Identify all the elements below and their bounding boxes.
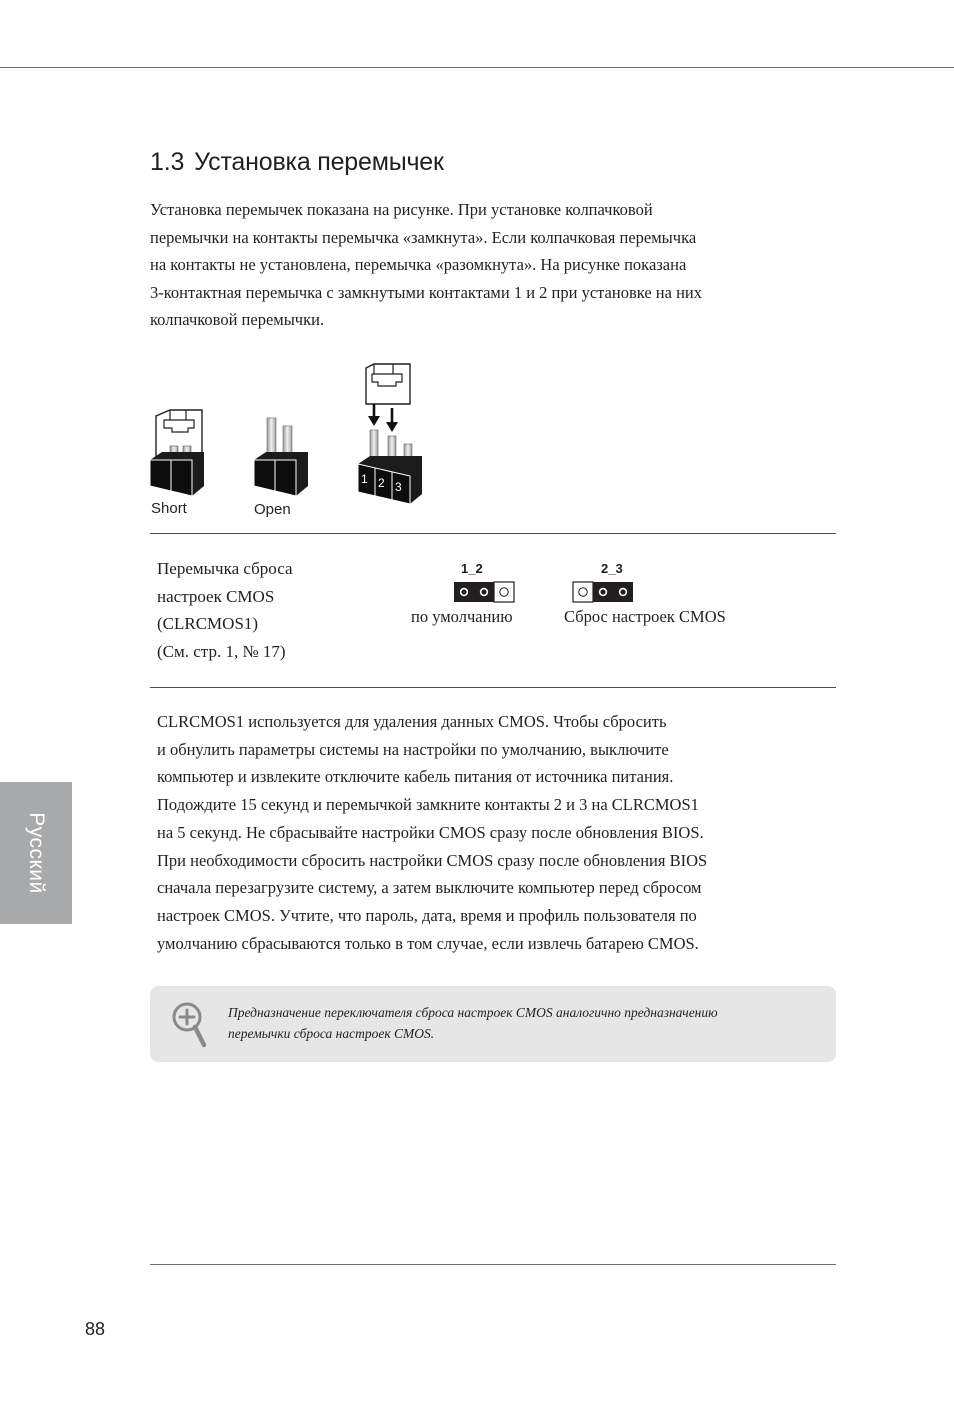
table-bottom-rule bbox=[150, 687, 836, 688]
jumper-name-line: настроек CMOS bbox=[157, 586, 275, 606]
pins-1-2-closed-icon bbox=[453, 581, 515, 603]
jumper-illustration bbox=[148, 360, 448, 525]
intro-paragraph bbox=[150, 196, 790, 334]
language-side-tab bbox=[0, 782, 72, 924]
section-title-text: Установка перемычек bbox=[194, 148, 444, 176]
table-top-rule bbox=[150, 533, 836, 534]
body-line: При необходимости сбросить настройки CMOS сразу после обновления BIOS bbox=[157, 850, 708, 870]
body-line: CLRCMOS1 используется для удаления данных CMOS. Чтобы сбросить bbox=[157, 712, 667, 731]
pins-label: 2_3 bbox=[601, 561, 623, 576]
body-line: и обнулить параметры системы на настройки по умолчанию, выключите bbox=[157, 739, 669, 759]
body-line: настроек CMOS. Учтите, что пароль, дата, время и профиль пользователя по bbox=[157, 905, 697, 925]
setting-caption: Сброс настроек CMOS bbox=[564, 607, 726, 626]
intro-line: Установка перемычек показана на рисунке. При установке колпачковой bbox=[150, 200, 653, 219]
top-rule bbox=[0, 67, 954, 68]
body-paragraph bbox=[157, 708, 797, 957]
jumper-diagram bbox=[148, 360, 448, 525]
section-title bbox=[150, 148, 444, 177]
intro-line: на контакты не установлена, перемычка «разомкнута». На рисунке показана bbox=[150, 255, 687, 275]
language-tab-label: Русский bbox=[25, 812, 48, 894]
pins-label: 1_2 bbox=[461, 561, 483, 576]
section-number: 1.3 bbox=[150, 148, 185, 176]
page-number: 88 bbox=[85, 1319, 106, 1339]
pins-2-3-closed-icon bbox=[572, 581, 634, 603]
open-label: Open bbox=[254, 501, 291, 518]
body-line: сначала перезагрузите систему, а затем выключите компьютер перед сбросом bbox=[157, 878, 702, 898]
intro-line: колпачковой перемычки. bbox=[150, 310, 325, 330]
body-line: умолчанию сбрасываются только в том случае, если извлечь батарею CMOS. bbox=[157, 933, 699, 953]
short-label: Short bbox=[151, 500, 187, 517]
body-line: Подождите 15 секунд и перемычкой замкните контакты 2 и 3 на CLRCMOS1 bbox=[157, 795, 699, 815]
short-jumper bbox=[150, 410, 204, 496]
pin-number: 1 bbox=[361, 472, 368, 486]
jumper-name-line: (См. стр. 1, № 17) bbox=[157, 641, 286, 661]
bottom-rule bbox=[150, 1264, 836, 1265]
body-line: компьютер и извлеките отключите кабель питания от источника питания. bbox=[157, 767, 674, 787]
pin-number: 3 bbox=[395, 480, 402, 494]
jumper-name-line: Перемычка сброса bbox=[157, 559, 293, 578]
intro-line: перемычки на контакты перемычка «замкнута». Если колпачковая перемычка bbox=[150, 227, 697, 247]
setting-caption: по умолчанию bbox=[411, 607, 513, 626]
pin-number: 2 bbox=[378, 476, 385, 490]
open-jumper bbox=[254, 418, 308, 496]
three-pin-jumper bbox=[358, 364, 422, 504]
body-line: на 5 секунд. Не сбрасывайте настройки CMOS сразу после обновления BIOS. bbox=[157, 822, 704, 842]
note-line: перемычки сброса настроек CMOS. bbox=[228, 1026, 435, 1041]
intro-line: 3-контактная перемычка с замкнутыми контактами 1 и 2 при установке на них bbox=[150, 282, 702, 302]
note-line: Предназначение переключателя сброса настроек CMOS аналогично предназначению bbox=[228, 1005, 718, 1020]
jumper-name-line: (CLRCMOS1) bbox=[157, 614, 259, 634]
jumper-name bbox=[157, 555, 397, 665]
magnifier-plus-icon bbox=[170, 1000, 210, 1050]
note-box bbox=[150, 986, 836, 1062]
note-text bbox=[228, 1002, 808, 1044]
